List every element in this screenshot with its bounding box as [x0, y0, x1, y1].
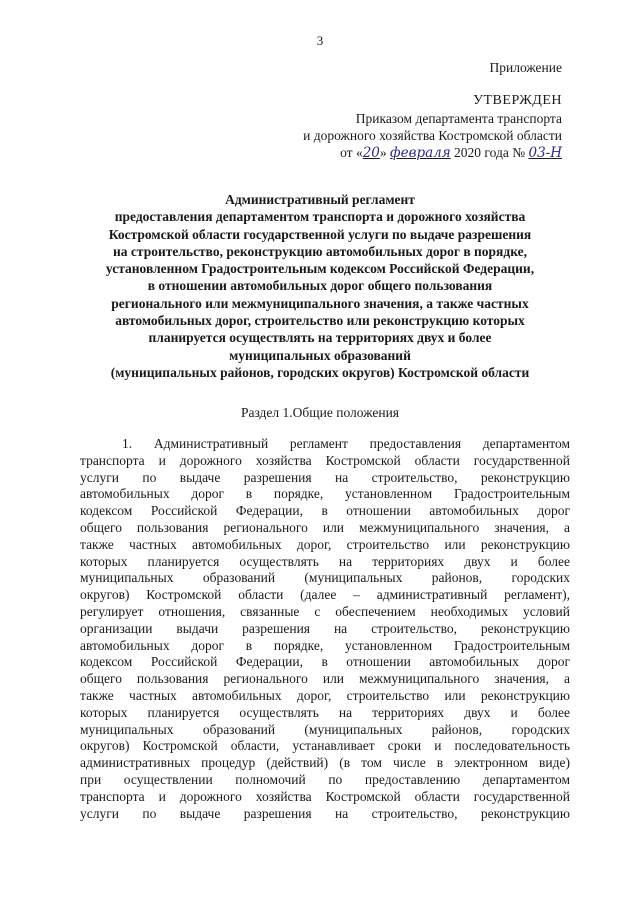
paragraph-line: услуги по выдаче разрешения на строительство, реконструкцию: [80, 805, 570, 821]
approved-label: УТВЕРЖДЕН: [473, 93, 562, 108]
paragraph-line: которых планируется осуществлять на территориях двух и более: [80, 553, 570, 569]
paragraph-line: общего пользования регионального или межмуниципального значения, а: [80, 519, 570, 535]
title-line: в отношении автомобильных дорог общего пользования: [147, 278, 493, 294]
paragraph-line: также частных автомобильных дорог, строительство или реконструкцию: [80, 536, 570, 552]
order-date-line: [303, 144, 562, 162]
paragraph-line: которых планируется осуществлять на территориях двух и более: [80, 704, 570, 720]
paragraph-line: муниципальных образований (муниципальных районов, городских: [80, 570, 570, 586]
title-line: на строительство, реконструкцию автомобильных дорог в порядке,: [113, 243, 527, 259]
paragraph-line: кодексом Российской Федерации, в отношении автомобильных дорог: [80, 654, 570, 670]
handwritten-month: февраля: [390, 145, 451, 161]
paragraph-line: муниципальных образований (муниципальных районов, городских: [80, 721, 570, 737]
page-number: 3: [316, 33, 324, 48]
paragraph-line: округов) Костромской области (далее – административный регламент),: [80, 587, 570, 603]
order-block: [303, 110, 562, 162]
order-line-2: и дорожного хозяйства Костромской области: [303, 128, 562, 143]
paragraph-line: 1. Административный регламент предоставления департаментом: [122, 436, 570, 451]
paragraph-line: также частных автомобильных дорог, строительство или реконструкцию: [80, 687, 570, 703]
paragraph-line: административных процедур (действий) (в том числе в электронном виде): [80, 755, 570, 771]
title-line: Административный регламент: [225, 192, 415, 207]
title-line: предоставления департаментом транспорта и дорожного хозяйства: [114, 209, 526, 225]
paragraph-line: кодексом Российской Федерации, в отношении автомобильных дорог: [80, 503, 570, 519]
title-line: регионального или межмуниципального значения, а также частных: [111, 295, 529, 311]
paragraph-line: регулирует отношения, связанные с обеспечением необходимых условий: [80, 603, 570, 619]
paragraph-line: округов) Костромской области, устанавливает сроки и последовательность: [80, 738, 570, 754]
title-line: планируется осуществлять на территориях двух и более: [148, 330, 492, 346]
date-prefix: от «: [340, 145, 363, 160]
date-mid: »: [379, 145, 391, 160]
handwritten-day: 20: [362, 145, 380, 161]
date-year: 2020 года №: [450, 145, 529, 160]
title-line: Костромской области государственной услуги по выдаче разрешения: [108, 226, 532, 242]
title-line: муниципальных образований: [229, 347, 411, 363]
document-title: [60, 191, 580, 381]
paragraph-line: транспорта и дорожного хозяйства Костромской области государственной: [80, 452, 570, 468]
paragraph-line: автомобильных дорог в порядке, установленном Градостроительным: [80, 486, 570, 502]
order-line-1: Приказом департамента транспорта: [355, 111, 562, 126]
title-line: автомобильных дорог, строительство или реконструкцию которых: [115, 313, 525, 329]
paragraph-line: организации выдачи разрешения на строительство, реконструкцию: [80, 620, 570, 636]
title-line: (муниципальных районов, городских округов) Костромской области: [110, 364, 530, 380]
title-line: установленном Градостроительным кодексом Российской Федерации,: [105, 261, 535, 277]
paragraph-1: [80, 436, 570, 822]
section-heading: Раздел 1.Общие положения: [240, 405, 400, 420]
handwritten-order-number: 03-Н: [528, 145, 562, 161]
appendix-label: Приложение: [489, 60, 562, 75]
paragraph-line: услуги по выдаче разрешения на строительство, реконструкцию: [80, 469, 570, 485]
paragraph-line: общего пользования регионального или межмуниципального значения, а: [80, 671, 570, 687]
paragraph-line: транспорта и дорожного хозяйства Костромской области государственной: [80, 788, 570, 804]
paragraph-line: при осуществлении полномочий по предоставлению департаментом: [80, 771, 570, 787]
paragraph-line: автомобильных дорог в порядке, установленном Градостроительным: [80, 637, 570, 653]
